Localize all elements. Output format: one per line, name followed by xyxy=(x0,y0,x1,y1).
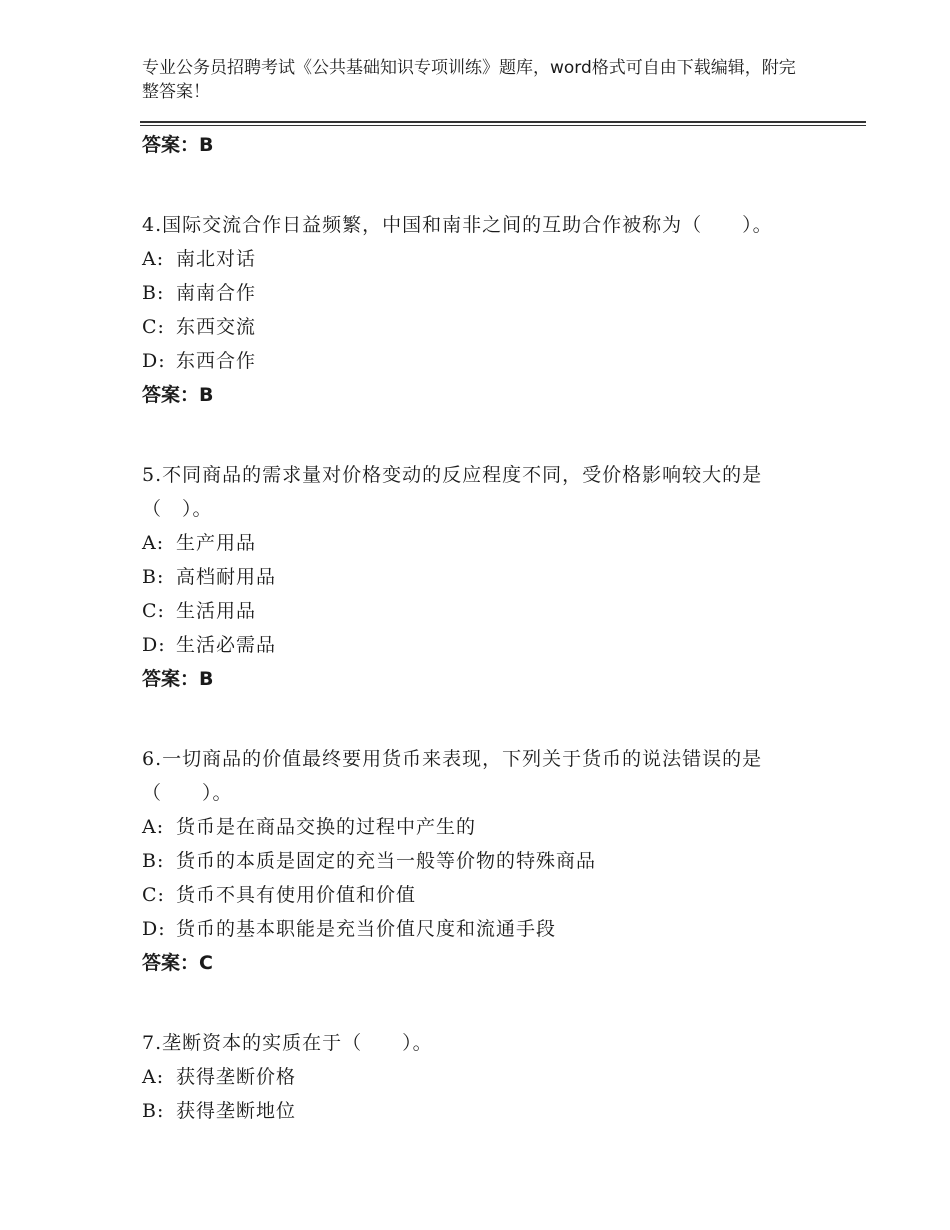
header-rule xyxy=(140,121,866,123)
option-letter: B: xyxy=(142,566,165,588)
answer-line: 答案：B xyxy=(142,134,214,156)
option-c[interactable] xyxy=(142,310,822,344)
option-letter: D: xyxy=(142,350,166,372)
answer-line: 答案：B xyxy=(142,384,214,406)
page-header: 专业公务员招聘考试《公共基础知识专项训练》题库，word格式可自由下载编辑，附完整答案！ xyxy=(142,58,796,102)
question-5 xyxy=(142,458,822,696)
option-c[interactable] xyxy=(142,594,822,628)
option-text: 货币的基本职能是充当价值尺度和流通手段 xyxy=(176,918,557,940)
option-letter: C: xyxy=(142,316,165,338)
question-stem: 6.一切商品的价值最终要用货币来表现，下列关于货币的说法错误的是（ ）。 xyxy=(142,748,763,804)
option-letter: C: xyxy=(142,884,165,906)
option-text: 生活用品 xyxy=(176,600,257,622)
option-letter: B: xyxy=(142,850,165,872)
option-letter: B: xyxy=(142,1100,165,1122)
option-text: 南南合作 xyxy=(176,282,257,304)
option-text: 南北对话 xyxy=(176,248,257,270)
option-text: 生活必需品 xyxy=(176,634,277,656)
option-text: 生产用品 xyxy=(176,532,257,554)
answer-line: 答案：B xyxy=(142,668,214,690)
header-rule-thin xyxy=(140,125,866,126)
option-d[interactable] xyxy=(142,344,822,378)
option-letter: A: xyxy=(142,1066,165,1088)
question-4 xyxy=(142,208,822,412)
option-text: 东西合作 xyxy=(176,350,257,372)
option-b[interactable] xyxy=(142,560,822,594)
option-text: 货币是在商品交换的过程中产生的 xyxy=(176,816,477,838)
question-stem: 4.国际交流合作日益频繁，中国和南非之间的互助合作被称为（ ）。 xyxy=(142,214,773,236)
option-letter: C: xyxy=(142,600,165,622)
option-a[interactable] xyxy=(142,242,822,276)
question-7 xyxy=(142,1026,822,1128)
option-a[interactable] xyxy=(142,810,822,844)
option-text: 获得垄断价格 xyxy=(176,1066,297,1088)
option-text: 货币不具有使用价值和价值 xyxy=(176,884,417,906)
option-c[interactable] xyxy=(142,878,822,912)
option-letter: A: xyxy=(142,532,165,554)
option-text: 货币的本质是固定的充当一般等价物的特殊商品 xyxy=(176,850,597,872)
question-list xyxy=(142,128,822,1128)
option-text: 高档耐用品 xyxy=(176,566,277,588)
option-letter: A: xyxy=(142,816,165,838)
option-d[interactable] xyxy=(142,628,822,662)
option-letter: D: xyxy=(142,918,166,940)
option-text: 获得垄断地位 xyxy=(176,1100,297,1122)
option-text: 东西交流 xyxy=(176,316,257,338)
option-letter: D: xyxy=(142,634,166,656)
option-d[interactable] xyxy=(142,912,822,946)
question-stem: 7.垄断资本的实质在于（ ）。 xyxy=(142,1032,433,1054)
option-a[interactable] xyxy=(142,526,822,560)
option-b[interactable] xyxy=(142,1094,822,1128)
option-letter: A: xyxy=(142,248,165,270)
option-b[interactable] xyxy=(142,276,822,310)
answer-line: 答案：C xyxy=(142,952,213,974)
option-b[interactable] xyxy=(142,844,822,878)
option-letter: B: xyxy=(142,282,165,304)
question-stem: 5.不同商品的需求量对价格变动的反应程度不同，受价格影响较大的是（ ）。 xyxy=(142,464,763,520)
question-6 xyxy=(142,742,822,980)
option-a[interactable] xyxy=(142,1060,822,1094)
